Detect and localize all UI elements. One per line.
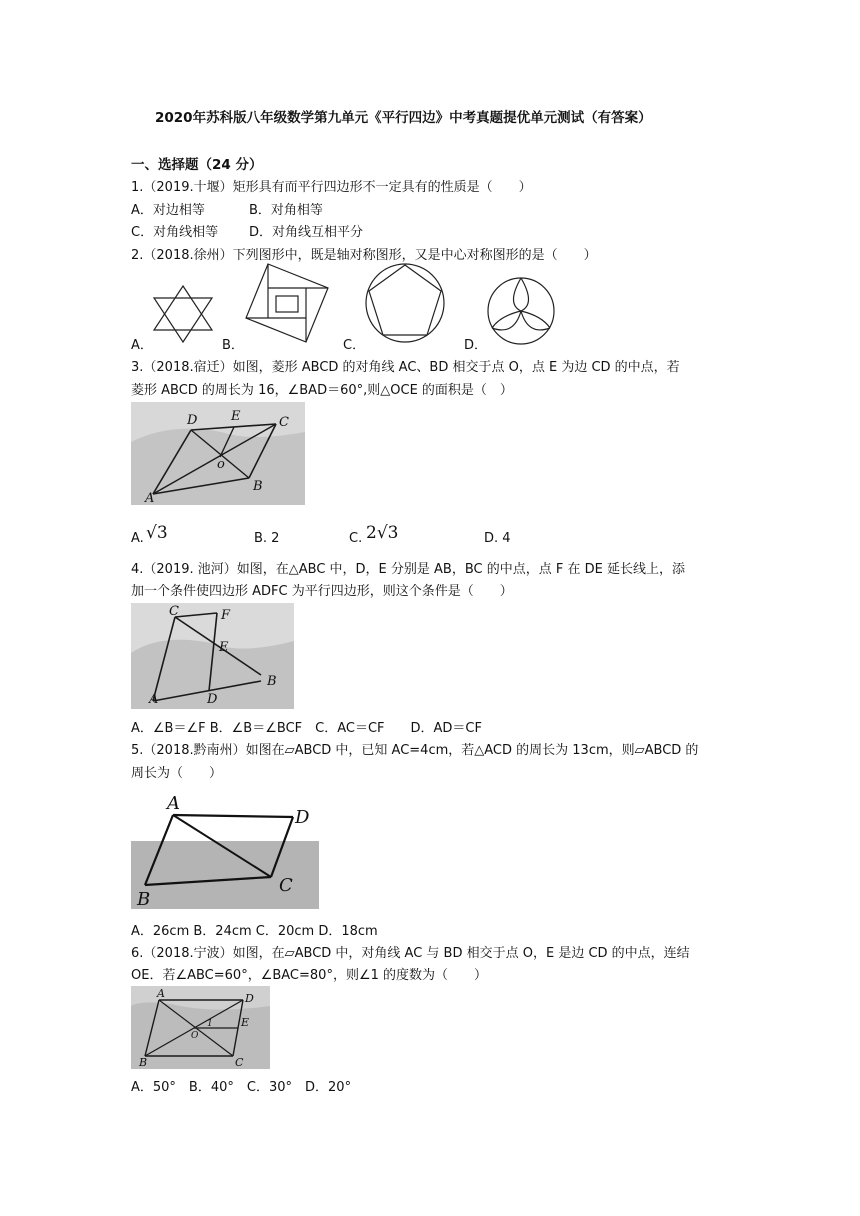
q3-option-b: B. 2 (254, 531, 280, 546)
q6-figure-label-e: E (241, 1016, 250, 1029)
q1-option-a: A．对边相等 (131, 203, 205, 218)
q5-options: A．26cm B．24cm C．20cm D．18cm (131, 924, 378, 939)
question-4-stem-line-2: 加一个条件使四边形 ADFC 为平行四边形，则这个条件是（ ） (131, 584, 513, 599)
q2-option-c: C． (343, 338, 366, 353)
q1-option-b: B．对角相等 (249, 203, 323, 218)
q4-figure-label-c: C (169, 604, 179, 619)
q6-figure-label-d: D (245, 992, 254, 1005)
question-3-stem-line-2: 菱形 ABCD 的周长为 16，∠BAD＝60°,则△OCE 的面积是（ ） (131, 383, 513, 398)
q6-figure-label-b: B (139, 1056, 148, 1069)
q6-options: A．50° B．40° C．30° D．20° (131, 1080, 352, 1095)
q3-figure-label-c: C (279, 415, 289, 430)
q4-figure-label-f: F (221, 608, 231, 623)
question-4-stem-line-1: 4.（2019. 池河）如图，在△ABC 中，D，E 分别是 AB，BC 的中点，点 F 在 DE 延长线上，添 (131, 562, 685, 577)
q2-option-b: B． (222, 338, 244, 353)
page-title: 2020年苏科版八年级数学第九单元《平行四边》中考真题提优单元测试（有答案） (155, 110, 652, 126)
q4-figure-label-e: E (219, 640, 229, 655)
q4-options: A．∠B＝∠F B．∠B＝∠BCF C．AC＝CF D．AD＝CF (131, 721, 482, 736)
q2-figure-square-pinwheel (240, 262, 332, 344)
q5-figure-parallelogram-photo (131, 793, 319, 909)
q5-figure-label-b: B (137, 889, 151, 909)
question-2-stem: 2.（2018.徐州）下列图形中，既是轴对称图形，又是中心对称图形的是（ ） (131, 248, 597, 263)
q3-figure-rhombus-photo (131, 402, 305, 505)
q6-figure-label-1: 1 (207, 1019, 213, 1029)
q3-figure-label-o: o (217, 457, 225, 472)
q5-figure-label-c: C (279, 875, 293, 896)
q6-figure-label-a: A (157, 987, 165, 1000)
q1-option-c: C．对角线相等 (131, 225, 219, 240)
q2-figure-pentagon-circle (364, 262, 446, 344)
q3-figure-label-e: E (231, 409, 241, 424)
q6-figure-label-o: O (191, 1031, 199, 1041)
q3-option-a-value: √3 (146, 523, 168, 543)
q2-figure-circle-arcs (486, 276, 556, 346)
q4-figure-label-b: B (267, 674, 277, 689)
question-1-stem: 1.（2019.十堰）矩形具有而平行四边形不一定具有的性质是（ ） (131, 180, 532, 195)
q4-figure-label-a: A (149, 692, 159, 707)
q2-option-a: A． (131, 338, 153, 353)
question-6-stem-line-1: 6.（2018.宁波）如图，在▱ABCD 中，对角线 AC 与 BD 相交于点 O，E 是边 CD 的中点，连结 (131, 946, 690, 961)
question-6-stem-line-2: OE．若∠ABC=60°，∠BAC=80°，则∠1 的度数为（ ） (131, 968, 488, 983)
q3-figure-label-d: D (187, 413, 198, 428)
q6-figure-parallelogram-photo (131, 986, 270, 1069)
q2-figure-star (150, 284, 216, 346)
q5-figure-label-a: A (167, 793, 180, 814)
question-5-stem-line-2: 周长为（ ） (131, 766, 223, 781)
question-3-stem-line-1: 3.（2018.宿迁）如图，菱形 ABCD 的对角线 AC、BD 相交于点 O，点 E 为边 CD 的中点，若 (131, 360, 680, 375)
q3-option-c-value: 2√3 (366, 523, 399, 543)
q3-option-d: D. 4 (484, 531, 511, 546)
q6-figure-label-c: C (235, 1056, 244, 1069)
q3-figure-label-a: A (145, 491, 155, 505)
q4-figure-label-d: D (207, 692, 218, 707)
q4-figure-triangle-photo (131, 603, 294, 709)
q3-figure-label-b: B (253, 479, 263, 494)
q2-option-d: D． (464, 338, 488, 353)
q3-option-a: A. (131, 531, 144, 546)
section-heading: 一、选择题（24 分） (131, 157, 263, 173)
question-5-stem-line-1: 5.（2018.黔南州）如图在▱ABCD 中，已知 AC=4cm，若△ACD 的周长为 13cm，则▱ABCD 的 (131, 743, 699, 758)
q3-option-c: C. (349, 531, 363, 546)
q1-option-d: D．对角线互相平分 (249, 225, 364, 240)
q5-figure-label-d: D (295, 807, 310, 828)
